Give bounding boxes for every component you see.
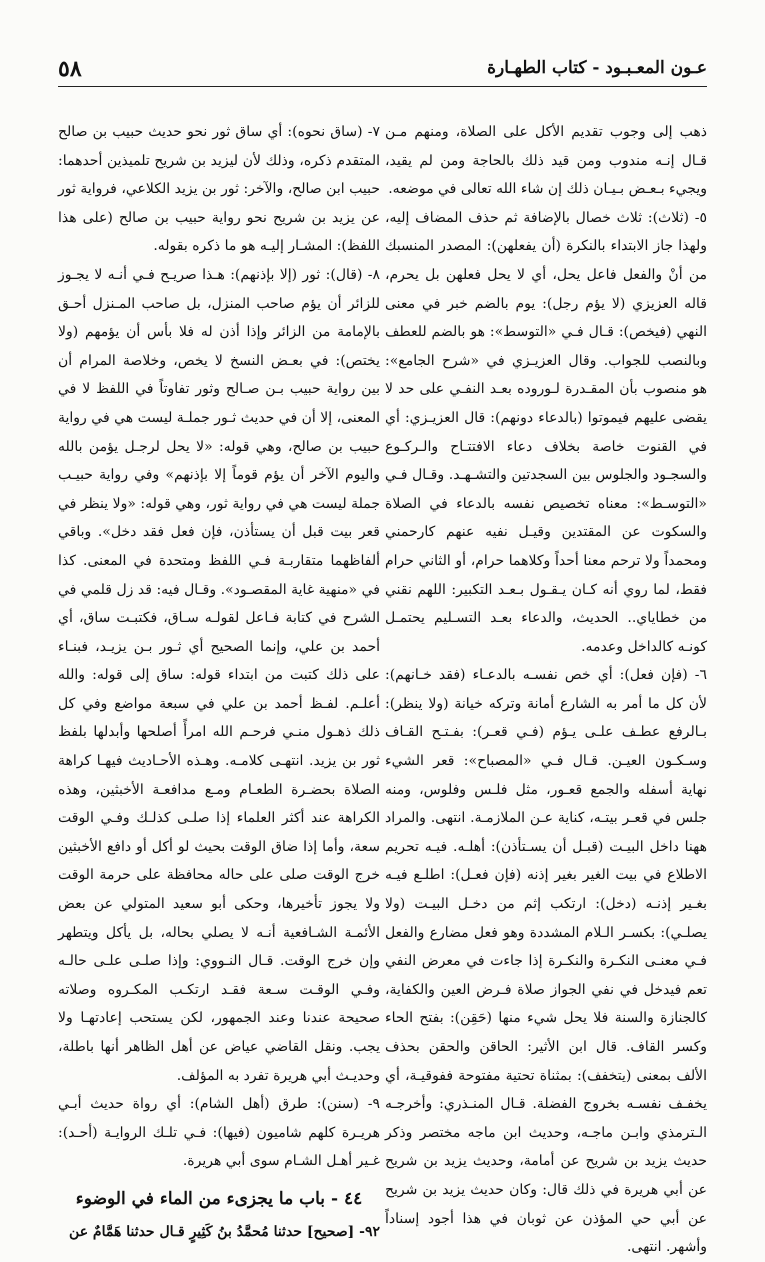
running-title: عـون المعـبـود - كتاب الطهـارة	[487, 58, 707, 78]
paragraph: ٥- (ثلاث): ثلاث خصال بالإضافة ثم حذف المضاف إليه، ولهذا جاز الابتداء بالنكرة (أن يفعلهن): المصدر المنسبك من أنْ والفعل فاعل يحل، أي لا يحل فعلهن بل يحرم، قاله العزيزي (لا يؤم رجل): يوم بالضم خبر في معنى النهي (فيخص): قـال فـي «التوسط»: هو بالضم للعطف وبالنصب للجواب. وقال العزيـزي في «شرح الجامع»: هو منصوب بأن المقـدرة لـوروده بعـد النفـي على حد لا يقضى عليهم فيموتوا (بالدعاء دونهم): قال العزيـزي: أي في القنوت خاصة بخلاف دعاء الافتتـاح والـركـوع والسجـود والجلوس بين السجدتين والتشـهـد. وقـال فـي «التوسـط»: معناه تخصيص نفسه بالدعاء في الصلاة والسكوت عن المقتدين وقيـل نفيه عنهم كارحمني ومحمداً ولا ترحم معنا أحداً وكلاهما حرام، أو الثاني حرام فقط، لما روي أنه كـان يـقـول بـعـد التكبير: اللهم نقني من خطاياي.. الحديث، والدعاء بعـد التسـليم يحتمـل كونـه كالداخل وعدمه.	[385, 209, 707, 655]
right-column	[385, 118, 707, 1256]
page-number: ٥٨	[58, 56, 82, 82]
paragraph: ذهب إلى وجوب تقديم الأكل على الصلاة، ومنهم مـن قـال إنـه مندوب ومن قيد ذلك بالحاجة ومن لم يقيد، ويجيء بـعـض بـيـان ذلك إن شاء الله تعالى في موضعه.	[385, 124, 707, 198]
page-header	[58, 56, 707, 87]
chapter-heading: ٤٤ - باب ما يجزىء من الماء في الوضوء	[75, 1188, 363, 1209]
paragraph: ٨- (قال): ثور (إلا بإذنهم): هـذا صريـح فـي أنـه لا يجـوز للزائر أن يؤم صاحب المنزل، بل صاحب المـنزل أحـق بالإمامة من الزائر وإذا أذن له فلا بأس أن يؤمهم (ولا يختص): في بعـض النسخ لا يخص، وخلاصة المرام أن بين رواية حبيب بـن صـالح وثور تفاوتاً في اللفظ لا في المعنى، إلا أن في حديث ثـور جملـة ليست هي في رواية حبيب بن صالح، وهي قوله: «لا يحل لرجـل يؤمن بالله واليوم الآخر أن يؤم قوماً إلا بإذنهم» وفي رواية حبيـب جملة ليست هي في رواية ثور، وهي قوله: «ولا ينظر في قعر بيت قبل أن يستأذن، فإن فعل فقد دخل». وباقي ألفاظهما متقاربـة فـي اللفظ ومتحدة في المعنى. كذا في «منهية غاية المقصـود». وقـال فيه: قد زل قلمي في الشرح في كتابة فـاعل لقولـه سـاق، فكتبـت ساق، أي أحمد بن علي، وإنما الصحيح أي ثـور بـن يزيـد، فبنـاء على ذلك كتبت من ابتداء قوله: ساق إلى قوله: والله أعلـم. لفـظ أحمد بن علي في سبعة مواضع وفي كل ذلك ذهـول منـي فرحـم الله امرأً أصلحها وأبدلها بلفظ ثور بن يزيد. انتهـى كلامـه. وهـذه الأحـاديث فيهـا كراهة الصلاة بحضـرة الطعـام ومـع مدافعـة الأخبثين، وهذه الكراهة عند أكثر العلماء إذا صلـى كذلـك وفـي الوقت سعة، وأما إذا ضاق الوقت بحيث لو أكل أو دافع الأخبثين خرج الوقت صلى على حاله محافظة على حرمة الوقت ولا يجوز تأخيرها، وحكى أبو سعيد المتولي عن بعض الأئمـة الشـافعية أنـه لا يصلي بحاله، بل يأكل ويتطهر وإن خرج الوقت. قـال النـووي: وإذا صلـى علـى حالـه وفـي الوقـت سـعة فقـد ارتكـب المكـروه وصلاته صحيحة عندنا وعند الجمهور، لكن يستحب إعادتهـا ولا يجب. ونقل القاضي عياض عن أهل الظاهر أنها باطلة، وحديـث أبي هريرة تفرد به المؤلف.	[58, 266, 380, 1084]
hadith-line: ٩٢- [صحيح] حدثنا مُحمَّدُ بنُ كَثِيرٍ قـال حدثنا هَمَّامٌ عن	[69, 1223, 380, 1240]
left-column	[58, 118, 380, 1240]
paragraph: ٩- (سنن): طرق (أهل الشام): أي رواة حديث أبـي هريـرة كلهم شاميون (فيها): فـي تلـك الروايـة (أحـد): غـير أهـل الشـام سوى أبي هريرة.	[58, 1096, 380, 1170]
paragraph: ٦- (فإن فعل): أي خص نفسـه بالدعـاء (فقد خـانهم): لأن كل ما أمر به الشارع أمانة وتركه خيانة (ولا ينظر): بـالرفع عطـف علـى يـؤم (فـي قعـر): بفـتـح القـاف وسـكـون العيـن. قـال فـي «المصباح»: قعر الشيء نهاية أسفله والجمع قعـور، مثل فلـس وفلوس، ومنه جلس في قعـر بيتـه، كناية عـن الملازمـة. انتهى. والمراد ههنا داخل البيـت (قبـل أن يسـتأذن): أهلـه. فيـه تحريم الاطلاع في بيت الغير بغير إذنه (فإن فعـل): اطلـع فيـه بغـير إذنـه (دخل): ارتكب إثم من دخـل البيـت (ولا يصلـي): بكسـر الـلام المشددة وهو فعل مضارع والفعل فـي معنـى النكـرة والنكـرة إذا جاءت في معرض النفي تعم فيدخل في نفي الجواز صلاة فـرض العين والكفاية، كالجنازة والسنة فلا يحل شيء منها (حَقِن): بفتح الحاء وكسر القاف. قال ابن الأثير: الحاقن والحقن بحذف الألف بمعنى (يتخفف): بمثناة تحتية مفتوحة ففوقيـة، أي يخفـف نفسـه بخروج الفضلة. قـال المنـذري: وأخرجـه الـترمذي وابـن ماجـه، وحديث ابن ماجه مختصر وذكر حديث يزيد بن شريح عن أمامة، وحديث يزيد بن شريح عن أبي هريرة في ذلك قال: وكان حديث يزيد بن شريح عن أبي حي المؤذن عن ثوبان في هذا أجود إسناداً وأشهر. انتهى.	[385, 667, 707, 1256]
paragraph: ٧- (ساق نحوه): أي ساق ثور نحو حديث حبيب بن صالح المتقدم ذكره، وذلك لأن ليزيد بن شريح تلميذين أحدهما: حبيب ابن صالح، والآخر: ثور بن يزيد الكلاعي، فرواية ثور عن يزيد بن شريح نحو رواية حبيب بن صالح (على هذا اللفظ): المشـار إليـه هو ما ذكره بقوله.	[58, 124, 380, 255]
